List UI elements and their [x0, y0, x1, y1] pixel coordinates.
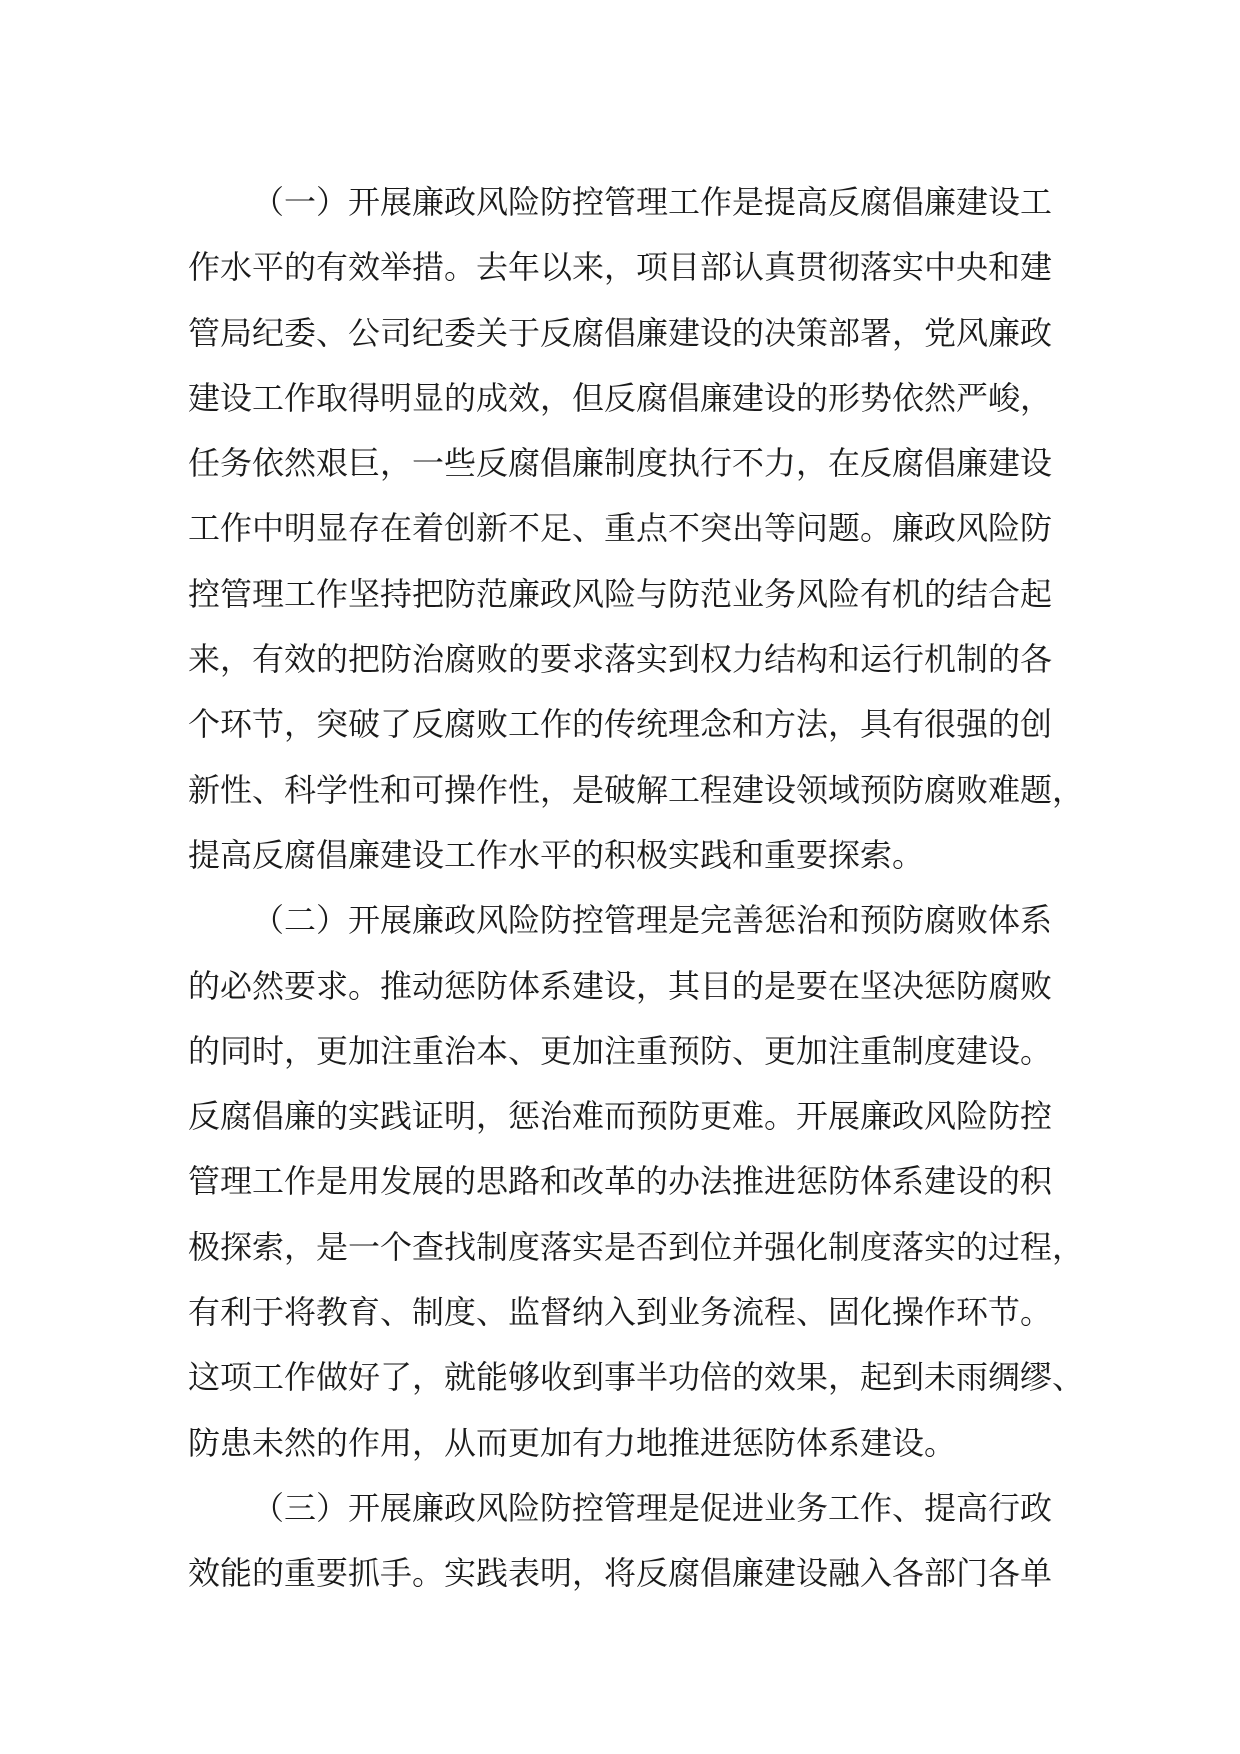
paragraph-1-line-6: 工作中明显存在着创新不足、重点不突出等问题。廉政风险防 — [188, 509, 1053, 548]
paragraph-1-line-5: 任务依然艰巨，一些反腐倡廉制度执行不力，在反腐倡廉建设 — [188, 444, 1053, 483]
paragraph-2-line-1: （二）开展廉政风险防控管理是完善惩治和预防腐败体系 — [252, 901, 1053, 940]
paragraph-2-line-4: 反腐倡廉的实践证明，惩治难而预防更难。开展廉政风险防控 — [188, 1097, 1053, 1136]
body-text — [188, 170, 1088, 1607]
paragraph-1-line-1: （一）开展廉政风险防控管理工作是提高反腐倡廉建设工 — [252, 183, 1053, 221]
paragraph-1-line-4: 建设工作取得明显的成效，但反腐倡廉建设的形势依然严峻， — [188, 378, 1053, 417]
paragraph-1-line-2: 作水平的有效举措。去年以来，项目部认真贯彻落实中央和建 — [188, 248, 1053, 287]
paragraph-1-line-8: 来，有效的把防治腐败的要求落实到权力结构和运行机制的各 — [188, 640, 1053, 679]
paragraph-2-line-7: 有利于将教育、制度、监督纳入到业务流程、固化操作环节。 — [188, 1293, 1053, 1332]
paragraph-2-line-5: 管理工作是用发展的思路和改革的办法推进惩防体系建设的积 — [188, 1162, 1053, 1201]
paragraph-3-line-1: （三）开展廉政风险防控管理是促进业务工作、提高行政 — [252, 1488, 1053, 1527]
paragraph-2-line-3: 的同时，更加注重治本、更加注重预防、更加注重制度建设。 — [188, 1031, 1053, 1070]
paragraph-2-line-6: 极探索，是一个查找制度落实是否到位并强化制度落实的过程， — [188, 1227, 1085, 1266]
paragraph-2-line-2: 的必然要求。推动惩防体系建设，其目的是要在坚决惩防腐败 — [188, 966, 1053, 1005]
paragraph-2-line-9: 防患未然的作用，从而更加有力地推进惩防体系建设。 — [188, 1423, 957, 1462]
paragraph-1-line-11: 提高反腐倡廉建设工作水平的积极实践和重要探索。 — [188, 835, 925, 874]
paragraph-1-line-7: 控管理工作坚持把防范廉政风险与防范业务风险有机的结合起 — [188, 574, 1053, 613]
paragraph-3-line-2: 效能的重要抓手。实践表明，将反腐倡廉建设融入各部门各单 — [188, 1554, 1053, 1593]
paragraph-1-line-9: 个环节，突破了反腐败工作的传统理念和方法，具有很强的创 — [188, 705, 1053, 744]
paragraph-1-line-10: 新性、科学性和可操作性，是破解工程建设领域预防腐败难题， — [188, 770, 1085, 809]
paragraph-1-line-3: 管局纪委、公司纪委关于反腐倡廉建设的决策部署，党风廉政 — [188, 313, 1053, 352]
paragraph-2-line-8: 这项工作做好了，就能够收到事半功倍的效果，起到未雨绸缪、 — [188, 1358, 1085, 1397]
